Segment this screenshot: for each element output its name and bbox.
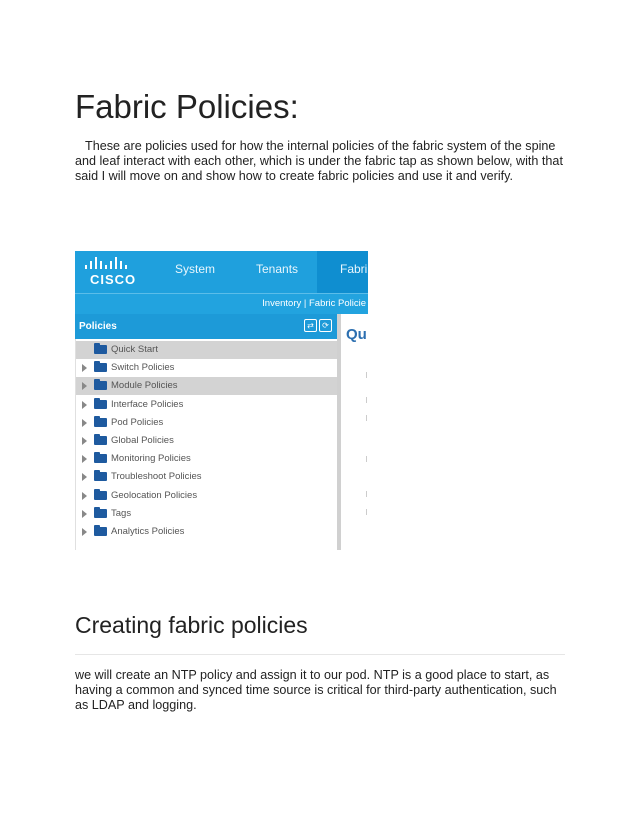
folder-icon [94, 491, 107, 500]
tree-item[interactable] [76, 377, 338, 395]
tree-item[interactable] [76, 414, 338, 432]
expand-arrow-icon[interactable] [82, 492, 87, 500]
tree-item-label: Geolocation Policies [111, 489, 198, 501]
expand-arrow-icon[interactable] [82, 437, 87, 445]
section-divider [75, 654, 565, 655]
refresh-icon[interactable]: ⟳ [319, 319, 332, 332]
intro-paragraph: These are policies used for how the internal policies of the fabric system of the spine and leaf interact with each other, which is under the fabric tap as shown below, with that said I will move on and show how to create fabric policies and use it and verify. [75, 139, 563, 183]
tree-item-label: Quick Start [111, 344, 158, 355]
nav-fabric[interactable]: Fabri [340, 262, 368, 276]
sub-navbar [75, 293, 368, 314]
expand-arrow-icon[interactable] [82, 455, 87, 463]
tree-item[interactable] [76, 487, 338, 505]
panel-tick [366, 491, 367, 497]
tree-item[interactable] [76, 523, 338, 541]
folder-icon [94, 454, 107, 463]
expand-arrow-icon[interactable] [82, 382, 87, 390]
tree-item-label: Troubleshoot Policies [111, 471, 202, 483]
policies-header [75, 314, 340, 339]
nav-tenants[interactable]: Tenants [256, 262, 299, 276]
policies-tree [75, 339, 338, 550]
folder-icon [94, 527, 107, 536]
cisco-logo [84, 257, 144, 289]
tree-item[interactable] [76, 341, 338, 359]
right-panel-heading: Qu [346, 326, 367, 343]
section-title: Creating fabric policies [75, 612, 308, 638]
panel-tick [366, 509, 367, 515]
apic-screenshot [75, 251, 368, 550]
tree-item-label: Switch Policies [111, 362, 175, 374]
panel-tick [366, 397, 367, 403]
tree-item-label: Pod Policies [111, 416, 164, 428]
tree-item-label: Interface Policies [111, 398, 184, 410]
expand-arrow-icon[interactable] [82, 473, 87, 481]
folder-icon [94, 436, 107, 445]
right-panel [341, 314, 368, 550]
folder-icon [94, 363, 107, 372]
nav-system[interactable]: System [175, 262, 216, 276]
body-paragraph: we will create an NTP policy and assign it to our pod. NTP is a good place to start, as having a common and synced time source is critical for third-party authentication, such as LDAP and logging. [75, 668, 557, 712]
tree-item-label: Analytics Policies [111, 526, 185, 537]
tree-item[interactable] [76, 432, 338, 450]
tree-item-label: Module Policies [111, 380, 178, 392]
breadcrumb[interactable]: Inventory | Fabric Policie [262, 298, 366, 309]
folder-icon [94, 418, 107, 427]
tree-item-label: Tags [111, 507, 132, 519]
logo-text: CISCO [90, 272, 137, 287]
tree-item[interactable] [76, 359, 338, 377]
folder-icon [94, 472, 107, 481]
expand-arrow-icon[interactable] [82, 401, 87, 409]
expand-arrow-icon[interactable] [82, 528, 87, 536]
folder-icon [94, 400, 107, 409]
folder-icon [94, 345, 107, 354]
panel-tick [366, 415, 367, 421]
page-title: Fabric Policies: [75, 88, 299, 125]
tree-item[interactable] [76, 450, 338, 468]
panel-tick [366, 456, 367, 462]
tree-item-label: Monitoring Policies [111, 453, 191, 465]
folder-icon [94, 509, 107, 518]
policies-header-label: Policies [79, 321, 117, 332]
folder-icon [94, 381, 107, 390]
expand-arrow-icon[interactable] [82, 364, 87, 372]
expand-icon[interactable]: ⇄ [304, 319, 317, 332]
expand-arrow-icon[interactable] [82, 510, 87, 518]
tree-item[interactable] [76, 396, 338, 414]
panel-tick [366, 372, 367, 378]
top-navbar [75, 251, 368, 293]
tree-item-label: Global Policies [111, 435, 174, 446]
tree-item[interactable] [76, 468, 338, 486]
tree-item[interactable] [76, 505, 338, 523]
expand-arrow-icon[interactable] [82, 419, 87, 427]
